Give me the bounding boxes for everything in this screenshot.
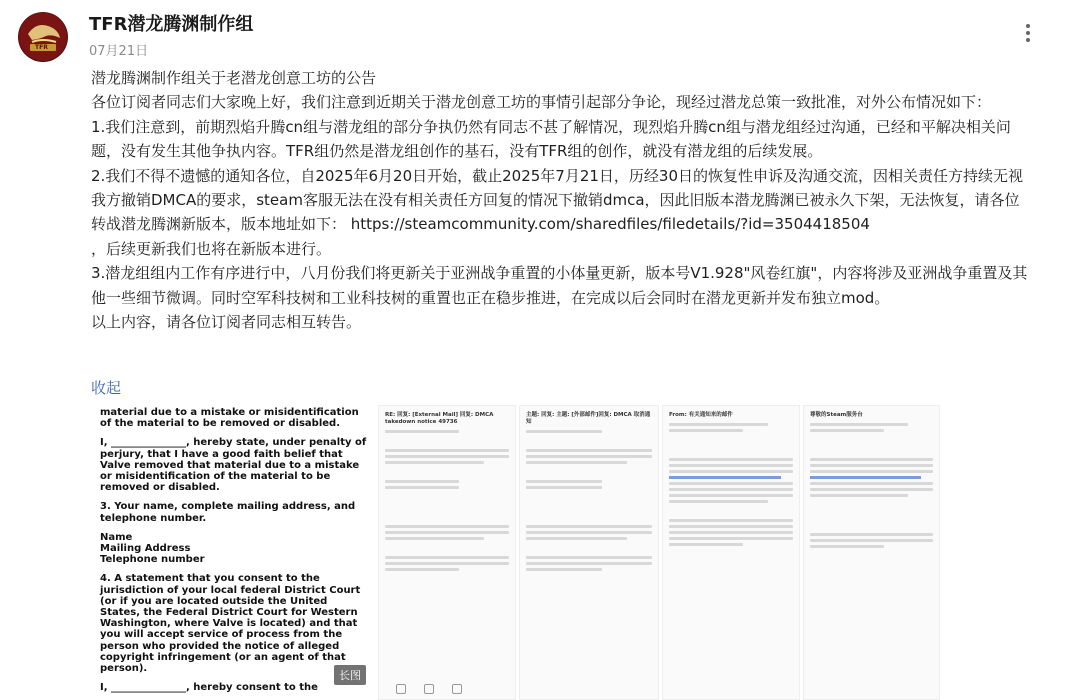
more-options-button[interactable] [1020, 22, 1036, 46]
image-thumbnail-email-2[interactable] [519, 405, 659, 700]
doc-paragraph: I, _______________, hereby consent to the [100, 682, 318, 694]
post-title: 潜龙腾渊制作组关于老潜龙创意工坊的公告 [91, 69, 377, 87]
long-image-badge: 长图 [334, 665, 366, 685]
image-thumbnail-email-3[interactable] [662, 405, 800, 700]
post-paragraph: 各位订阅者同志们大家晚上好，我们注意到近期关于潜龙创意工坊的事情引起部分争论，现经过潜龙总策一致批准，对外公布情况如下： [91, 93, 992, 112]
dot-icon [1026, 24, 1030, 28]
post-paragraph: 1.我们注意到，前期烈焰升腾cn组与潜龙组的部分争执仍然有同志不甚了解情况，现烈焰升腾cn组与潜龙组经过沟通，已经和平解决相关问题，没有发生其他争执内容。TFR组仍然是潜龙组创作的基石，没有TFR组的创作，就没有潜龙组的后续发展。 [91, 117, 1011, 161]
dot-icon [1026, 31, 1030, 35]
save-icon[interactable] [424, 684, 434, 694]
doc-paragraph: 3. Your name, complete mailing address, and telephone number. [100, 501, 356, 524]
email-subject: 尊敬的Steam服务台 [810, 412, 863, 418]
post-date: 07月21日 [89, 44, 149, 59]
document-text [100, 407, 370, 700]
dragon-logo-icon [18, 12, 68, 62]
email-subject: 主题: 回复: 主题: [外部邮件]回复: DMCA 取消通知 [526, 412, 651, 425]
dot-icon [1026, 38, 1030, 42]
email-preview [804, 406, 939, 557]
doc-paragraph: Name Mailing Address Telephone number [100, 531, 205, 566]
image-thumbnail-email-4[interactable] [803, 405, 940, 700]
email-subject: From: 有关通知来的邮件 [669, 412, 733, 418]
share-icon[interactable] [452, 684, 462, 694]
post-paragraph: 以上内容，请各位订阅者同志相互转告。 [91, 313, 362, 332]
post-body [91, 66, 1031, 334]
collapse-link[interactable]: 收起 [91, 379, 122, 397]
delete-icon[interactable] [396, 684, 406, 694]
doc-paragraph: I, _______________, hereby state, under penalty of perjury, that I have a good faith belief that Valve removed that material due to a mistake or misidentification of the material to be removed or disabled. [100, 437, 367, 494]
email-preview [663, 406, 799, 555]
avatar-label: TFR [35, 44, 48, 51]
post-paragraph: ，后续更新我们也将在新版本进行。 [91, 239, 332, 258]
doc-paragraph: 4. A statement that you consent to the jurisdiction of your local federal District Court (or if you are located outside the United States, the Federal District Court for Western Washington, where Valve is located) and that you will accept service of process from the person who provided the notice of alleged copyright infringement (or an agent of that person). [100, 573, 361, 675]
author-name[interactable]: TFR潜龙腾渊制作组 [89, 14, 254, 35]
image-thumbnail-email-1[interactable] [378, 405, 516, 700]
post-paragraph: 2.我们不得不遗憾的通知各位，自2025年6月20日开始，截止2025年7月21日，历经30日的恢复性申诉及沟通交流，因相关责任方持续无视我方撤销DMCA的要求，steam客服无法在没有相关责任方回复的情况下撤销dmca，因此旧版本潜龙腾渊已被永久下架，无法恢复，请各位转战潜龙腾渊新版本，版本地址如下： https://steamcommunity.com/sharedfiles/filedetails/?id=3504418504 [91, 166, 1024, 234]
doc-paragraph: material due to a mistake or misidentification of the material to be removed or disabled. [100, 407, 359, 430]
post-paragraph: 3.潜龙组组内工作有序进行中，八月份我们将更新关于亚洲战争重置的小体量更新，版本号V1.928"风卷红旗"，内容将涉及亚洲战争重置及其他一些细节微调。同时空军科技树和工业科技树的重置也正在稳步推进，在完成以后会同时在潜龙更新并发布独立mod。 [91, 264, 1028, 307]
image-thumbnail-dmca-counter-notice[interactable] [90, 405, 375, 700]
author-avatar[interactable] [18, 12, 68, 62]
email-preview [379, 406, 515, 580]
email-subject: RE: 回复: [External Mail] 回复: DMCA takedown notice 49736 [385, 412, 494, 425]
email-preview [520, 406, 658, 580]
image-gallery [90, 405, 940, 700]
